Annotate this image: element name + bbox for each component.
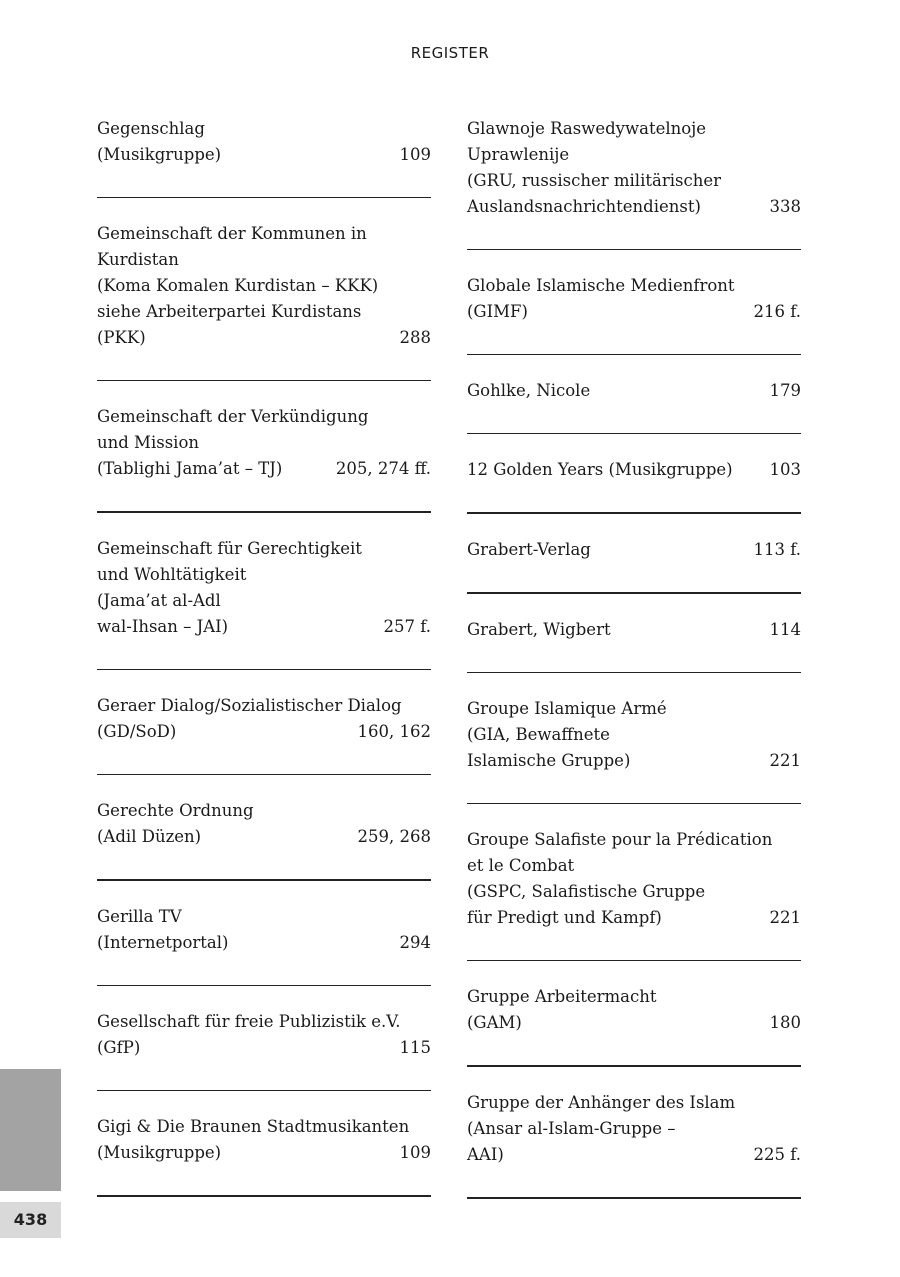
register-entry (97, 881, 431, 986)
entry-term: Gigi & Die Braunen Stadtmusikanten (97, 1117, 410, 1136)
entry-line (97, 904, 431, 930)
entry-term: Gemeinschaft der Kommunen in (97, 224, 367, 243)
entry-line (97, 930, 431, 956)
entry-term: (Jama’at al-Adl (97, 591, 221, 610)
entry-line (97, 1114, 431, 1140)
register-entry (97, 513, 431, 670)
thumb-index-tab (0, 1069, 61, 1191)
entry-term: Auslandsnachrichtendienst) (467, 197, 701, 216)
entry-line (97, 536, 431, 562)
entry-pages: 205, 274 ff. (335, 459, 431, 478)
entry-line (97, 404, 431, 430)
entry-line (97, 1035, 431, 1061)
entry-term: (Ansar al-Islam-Gruppe – (467, 1119, 676, 1138)
entry-line (467, 299, 801, 325)
entry-term: Gerechte Ordnung (97, 801, 254, 820)
entry-line (467, 168, 801, 194)
entry-term: Gemeinschaft der Verkündigung (97, 407, 369, 426)
entry-term: (GIMF) (467, 302, 528, 321)
register-entry (467, 434, 801, 514)
register-entry (467, 116, 801, 250)
register-entry (97, 381, 431, 513)
entry-term: (GfP) (97, 1038, 141, 1057)
entry-pages: 221 (769, 751, 801, 770)
register-entry (467, 1067, 801, 1199)
page-number: 438 (0, 1202, 61, 1238)
entry-pages: 115 (399, 1038, 431, 1057)
register-entry (97, 986, 431, 1091)
register-entry (467, 594, 801, 673)
entry-line (97, 824, 431, 850)
entry-term: 12 Golden Years (Musikgruppe) (467, 460, 733, 479)
entry-line (97, 142, 431, 168)
entry-line (467, 273, 801, 299)
entry-line (467, 194, 801, 220)
entry-line (97, 273, 431, 299)
entry-pages: 114 (769, 620, 801, 639)
entry-line (467, 457, 801, 483)
entry-term: und Mission (97, 433, 200, 452)
entry-line (467, 905, 801, 931)
entry-line (467, 142, 801, 168)
entry-line (97, 116, 431, 142)
entry-line (97, 693, 431, 719)
entry-pages: 109 (399, 145, 431, 164)
entry-pages: 113 f. (753, 540, 801, 559)
entry-term: Groupe Islamique Armé (467, 699, 667, 718)
entry-line (97, 1009, 431, 1035)
entry-term: (Musikgruppe) (97, 1143, 222, 1162)
entry-term: und Wohltätigkeit (97, 565, 247, 584)
register-entry (97, 1091, 431, 1197)
register-entry (97, 775, 431, 881)
entry-term: Gesellschaft für freie Publizistik e.V. (97, 1012, 401, 1031)
entry-pages: 259, 268 (357, 827, 431, 846)
entry-term: Gerilla TV (97, 907, 182, 926)
entry-term: (Musikgruppe) (97, 145, 222, 164)
entry-term: (Tablighi Jama’at – TJ) (97, 459, 283, 478)
register-entry (467, 514, 801, 594)
register-entry (97, 116, 431, 198)
entry-term: (GIA, Bewaffnete (467, 725, 610, 744)
entry-line (467, 1010, 801, 1036)
entry-term: et le Combat (467, 856, 575, 875)
entry-term: Grabert, Wigbert (467, 620, 611, 639)
entry-term: wal-Ihsan – JAI) (97, 617, 229, 636)
entry-term: Gegenschlag (97, 119, 205, 138)
entry-line (467, 748, 801, 774)
entry-term: Gruppe der Anhänger des Islam (467, 1093, 736, 1112)
entry-term: für Predigt und Kampf) (467, 908, 662, 927)
running-header: REGISTER (410, 44, 490, 62)
entry-line (97, 221, 431, 247)
entry-line (467, 378, 801, 404)
entry-pages: 225 f. (753, 1145, 801, 1164)
entry-term: Gruppe Arbeitermacht (467, 987, 657, 1006)
entry-line (467, 617, 801, 643)
register-entry (467, 673, 801, 804)
entry-term: (GSPC, Salafistische Gruppe (467, 882, 706, 901)
entry-line (97, 430, 431, 456)
entry-pages: 257 f. (383, 617, 431, 636)
entry-pages: 221 (769, 908, 801, 927)
entry-term: Kurdistan (97, 250, 179, 269)
entry-line (97, 456, 431, 482)
entry-pages: 216 f. (753, 302, 801, 321)
entry-line (467, 1116, 801, 1142)
entry-line (97, 299, 431, 325)
entry-pages: 109 (399, 1143, 431, 1162)
entry-line (467, 984, 801, 1010)
register-entry (467, 804, 801, 961)
entry-line (97, 1140, 431, 1166)
entry-pages: 288 (399, 328, 431, 347)
entry-term: Grabert-Verlag (467, 540, 591, 559)
entry-pages: 294 (399, 933, 431, 952)
entry-term: Gemeinschaft für Gerechtigkeit (97, 539, 362, 558)
register-column-left (97, 116, 431, 1197)
entry-term: Gohlke, Nicole (467, 381, 591, 400)
entry-line (467, 537, 801, 563)
entry-pages: 179 (769, 381, 801, 400)
entry-line (97, 614, 431, 640)
entry-term: Geraer Dialog/Sozialistischer Dialog (97, 696, 402, 715)
entry-line (467, 1090, 801, 1116)
entry-term: Uprawlenije (467, 145, 570, 164)
entry-term: (GD/SoD) (97, 722, 177, 741)
entry-term: siehe Arbeiterpartei Kurdistans (97, 302, 362, 321)
entry-term: Groupe Salafiste pour la Prédication (467, 830, 773, 849)
entry-line (97, 325, 431, 351)
register-entry (467, 250, 801, 355)
entry-pages: 160, 162 (357, 722, 431, 741)
entry-term: Glawnoje Raswedywatelnoje (467, 119, 707, 138)
entry-term: Islamische Gruppe) (467, 751, 631, 770)
entry-line (97, 719, 431, 745)
entry-pages: 103 (769, 460, 801, 479)
entry-line (97, 562, 431, 588)
entry-term: (Internetportal) (97, 933, 229, 952)
entry-term: (Koma Komalen Kurdistan – KKK) (97, 276, 379, 295)
register-column-right (467, 116, 801, 1199)
entry-line (467, 879, 801, 905)
register-entry (97, 670, 431, 775)
register-entry (467, 355, 801, 434)
entry-term: Globale Islamische Medienfront (467, 276, 735, 295)
entry-line (467, 827, 801, 853)
entry-line (97, 798, 431, 824)
entry-line (467, 696, 801, 722)
entry-term: (GAM) (467, 1013, 522, 1032)
entry-term: (Adil Düzen) (97, 827, 202, 846)
entry-pages: 338 (769, 197, 801, 216)
entry-term: AAI) (467, 1145, 504, 1164)
entry-line (467, 722, 801, 748)
entry-term: (PKK) (97, 328, 146, 347)
entry-line (467, 116, 801, 142)
entry-line (97, 588, 431, 614)
register-entry (97, 198, 431, 381)
entry-pages: 180 (769, 1013, 801, 1032)
register-entry (467, 961, 801, 1067)
entry-line (467, 853, 801, 879)
entry-term: (GRU, russischer militärischer (467, 171, 721, 190)
entry-line (467, 1142, 801, 1168)
entry-line (97, 247, 431, 273)
